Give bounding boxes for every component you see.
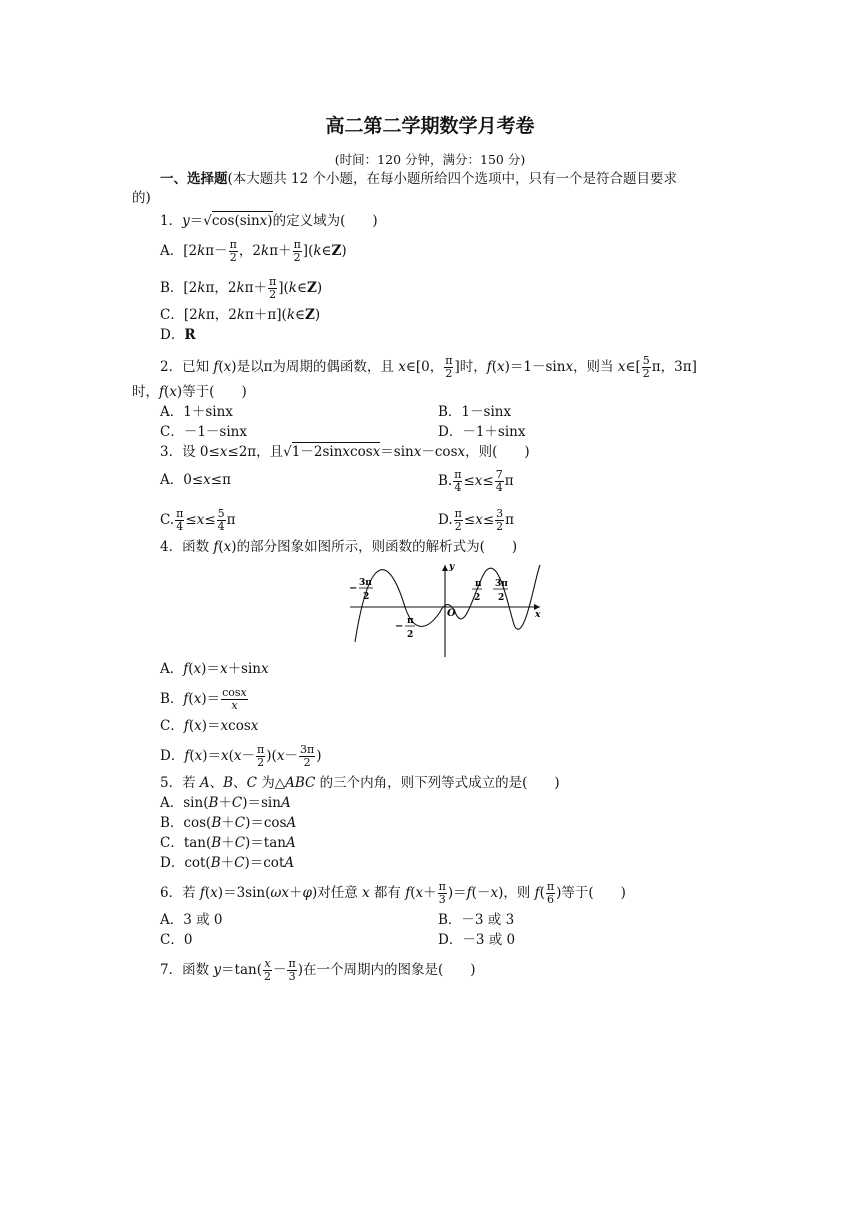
- q3-option-d: D. $\frac{\pi}{2}$ ≤x≤ $\frac{3}{2}$ π: [438, 507, 514, 533]
- exam-info: (时间：120 分钟，满分：150 分): [334, 152, 526, 167]
- svg-text:π: π: [407, 616, 414, 626]
- pi-2-label: π: [475, 579, 482, 589]
- curve: [355, 565, 540, 642]
- q2-option-d: D．－1＋sinx: [438, 424, 526, 440]
- q3-option-b: B. $\frac{\pi}{4}$ ≤x≤ $\frac{7}{4}$ π: [438, 468, 514, 494]
- q2-option-b: B．1－sinx: [438, 404, 512, 420]
- y-label: y: [449, 562, 455, 572]
- q5-option-d: D．cot(B＋C)＝cotA: [160, 855, 295, 871]
- q4-option-d: D．f(x)＝x(x－ $\frac{\pi}{2}$ )(x－ $\frac{3\pi}{2}$ ): [160, 743, 322, 769]
- question-4-stem: 4．函数 f(x)的部分图象如图所示，则函数的解析式为( ): [160, 539, 518, 555]
- section-desc: (本大题共 12 个小题，在每小题所给四个选项中，只有一个是符合题目要求: [227, 171, 678, 187]
- q1-option-b: B．[2kπ，2kπ＋ $\frac{\pi}{2}$ ](k∈Z): [160, 275, 323, 301]
- q1-stem-tail: 的定义域为( ): [272, 213, 378, 229]
- page-title: 高二第二学期数学月考卷: [325, 115, 535, 137]
- q4-option-a: A．f(x)＝x＋sinx: [160, 661, 269, 677]
- question-5-stem: 5．若 A、B、C 为△ABC 的三个内角，则下列等式成立的是( ): [160, 775, 560, 791]
- function-graph: [345, 557, 545, 662]
- x-label: x: [535, 610, 541, 620]
- q5-option-b: B．cos(B＋C)＝cosA: [160, 815, 297, 831]
- question-2-stem: 2．已知 f(x)是以π为周期的偶函数，且 x∈[0， $\frac{\pi}{2}$ ]时，f(x)＝1－sinx，则当 x∈[ $\frac{5}{2}$ π，3π]: [160, 354, 697, 380]
- svg-text:3π: 3π: [359, 578, 372, 588]
- q1-option-c: C．[2kπ，2kπ＋π](k∈Z): [160, 307, 321, 323]
- neg-pi-2-label: −: [395, 621, 404, 632]
- q3-option-c: C. $\frac{\pi}{4}$ ≤x≤ $\frac{5}{4}$ π: [160, 507, 236, 533]
- q4-option-c: C．f(x)＝xcosx: [160, 718, 259, 734]
- origin-label: O: [447, 608, 456, 619]
- q4-option-b: B．f(x)＝ $\frac{\cos x}{x}$: [160, 686, 247, 712]
- svg-text:2: 2: [407, 630, 414, 640]
- q5-option-a: A．sin(B＋C)＝sinA: [160, 795, 291, 811]
- y-axis-arrow: [442, 565, 448, 571]
- q3-option-a: A．0≤x≤π: [160, 472, 231, 488]
- question-1-stem: 1．y＝√cos(sinx)的定义域为( ): [160, 213, 378, 229]
- q2-stem-line2: 时，f(x)等于( ): [132, 384, 247, 400]
- q1-number: 1．: [160, 213, 183, 229]
- q2-option-c: C．－1－sinx: [160, 424, 247, 440]
- q1-option-a: A．[2kπ－ $\frac{\pi}{2}$ ，2kπ＋ $\frac{\pi}{2}$ ](k∈Z): [160, 238, 347, 264]
- section-heading: 一、选择题: [160, 171, 228, 187]
- q2-option-a: A．1＋sinx: [160, 404, 233, 420]
- svg-text:2: 2: [474, 593, 481, 603]
- q5-option-c: C．tan(B＋C)＝tanA: [160, 835, 296, 851]
- 3pi-2-label: 3π: [495, 579, 508, 589]
- q6-option-d: D．－3 或 0: [438, 932, 516, 948]
- q6-option-a: A．3 或 0: [160, 912, 223, 928]
- neg-3pi-2-label: −: [349, 583, 358, 594]
- q6-option-c: C．0: [160, 932, 193, 948]
- section-heading-line: [160, 170, 677, 188]
- svg-text:2: 2: [498, 593, 505, 603]
- question-3-stem: 3．设 0≤x≤2π，且√1－2sinxcosx＝sinx－cosx，则( ): [160, 444, 530, 460]
- question-7-stem: 7．函数 y＝tan( $\frac{x}{2}$ － $\frac{\pi}{3}$ )在一个周期内的图象是( ): [160, 957, 476, 983]
- section-desc-end: 的): [132, 190, 151, 206]
- q6-option-b: B．－3 或 3: [438, 912, 515, 928]
- question-6-stem: 6．若 f(x)＝3sin(ωx＋φ)对任意 x 都有 f(x＋ $\frac{\pi}{3}$ )＝f(－x)，则 f( $\frac{\pi}{6}$ )等于( ): [160, 880, 626, 906]
- svg-text:2: 2: [363, 592, 370, 602]
- q1-option-d: D．R: [160, 327, 196, 343]
